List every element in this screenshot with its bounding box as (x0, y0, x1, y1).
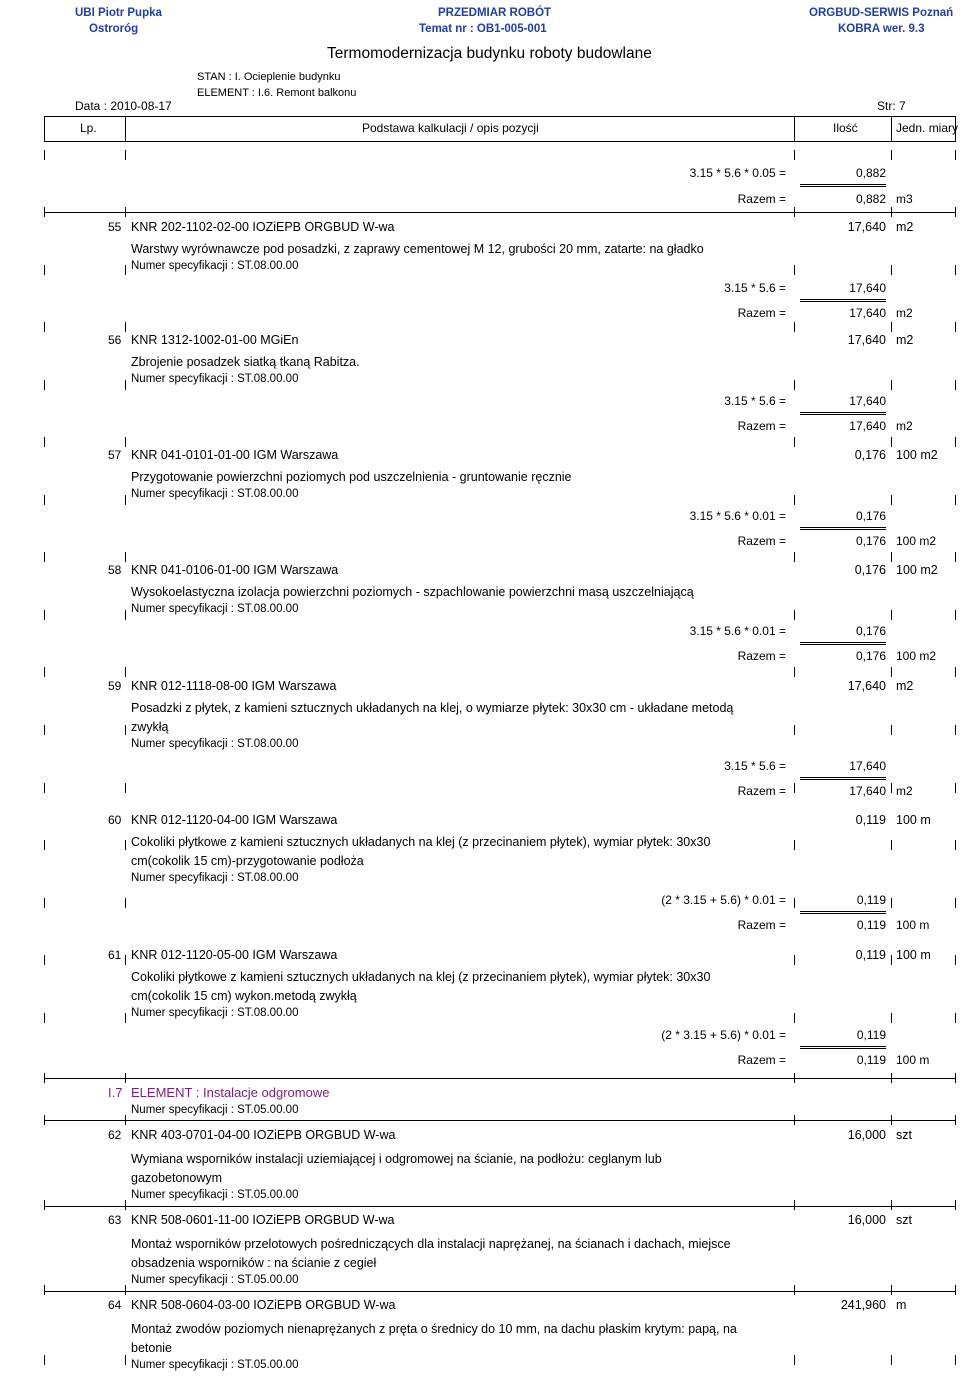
row-separator (44, 212, 956, 213)
company-name: UBI Piotr Pupka (75, 7, 162, 19)
grid-tick (44, 955, 45, 965)
position-unit: m2 (896, 220, 914, 234)
position-spec: Numer specyfikacji : ST.05.00.00 (131, 1189, 299, 1201)
position-lp: 55 (108, 220, 122, 234)
position-razem-label: Razem = (737, 918, 786, 932)
position-formula-value: 0,119 (856, 1028, 886, 1042)
doc-type: PRZEDMIAR ROBÓT (438, 7, 552, 19)
grid-tick (891, 322, 892, 332)
grid-tick (794, 150, 795, 160)
position-formula-value: 17,640 (849, 394, 886, 408)
grid-tick (125, 380, 126, 390)
grid-tick (794, 495, 795, 505)
position-formula: 3.15 * 5.6 = (724, 394, 786, 408)
position-spec: Numer specyfikacji : ST.05.00.00 (131, 1359, 299, 1371)
grid-tick (44, 667, 45, 677)
position-formula: 3.15 * 5.6 = (724, 759, 786, 773)
position-unit: szt (896, 1213, 912, 1227)
grid-tick (125, 667, 126, 677)
position-desc: Przygotowanie powierzchni poziomych pod uszczelnienia - gruntowanie ręcznie (131, 470, 572, 484)
position-formula: 3.15 * 5.6 * 0.01 = (689, 509, 786, 523)
col-border (44, 116, 45, 142)
grid-tick (891, 783, 892, 793)
position-razem-value: 17,640 (849, 419, 886, 433)
position-code: KNR 508-0601-11-00 IOZiEPB ORGBUD W-wa (131, 1213, 395, 1227)
grid-tick (125, 437, 126, 447)
grid-tick (44, 1013, 45, 1023)
position-formula: 3.15 * 5.6 * 0.01 = (689, 624, 786, 638)
grid-tick (794, 1285, 795, 1295)
grid-tick (955, 725, 956, 735)
grid-tick (955, 610, 956, 620)
formula-rule (800, 777, 886, 780)
grid-tick (891, 265, 892, 275)
grid-tick (125, 322, 126, 332)
formula-rule (800, 527, 886, 530)
position-spec: Numer specyfikacji : ST.08.00.00 (131, 738, 299, 750)
position-code: KNR 041-0106-01-00 IGM Warszawa (131, 563, 339, 577)
position-desc: Zbrojenie posadzek siatką tkaną Rabitza. (131, 355, 360, 369)
position-unit: 100 m2 (896, 448, 938, 462)
position-spec: Numer specyfikacji : ST.08.00.00 (131, 872, 299, 884)
carry-razem-unit: m3 (896, 192, 913, 206)
position-code: KNR 012-1118-08-00 IGM Warszawa (131, 679, 337, 693)
grid-tick (891, 898, 892, 908)
formula-rule (800, 1046, 886, 1049)
grid-tick (794, 1355, 795, 1365)
col-jm: Jedn. miary (896, 121, 959, 135)
position-qty: 16,000 (847, 1128, 886, 1142)
formula-rule (800, 911, 886, 914)
position-razem-label: Razem = (737, 306, 786, 320)
position-qty: 0,176 (854, 563, 886, 577)
grid-tick (794, 840, 795, 850)
grid-tick (125, 1073, 126, 1083)
carry-formula: 3.15 * 5.6 * 0.05 = (689, 166, 786, 180)
grid-tick (125, 610, 126, 620)
grid-tick (125, 955, 126, 965)
position-desc: gazobetonowym (131, 1171, 223, 1185)
position-razem-value: 0,119 (856, 918, 886, 932)
grid-tick (955, 955, 956, 965)
grid-tick (125, 552, 126, 562)
position-unit: szt (896, 1128, 912, 1142)
position-lp: 57 (108, 448, 122, 462)
position-spec: Numer specyfikacji : ST.08.00.00 (131, 603, 299, 615)
doc-topic: Temat nr : OB1-005-001 (419, 23, 547, 35)
position-desc: Montaż zwodów poziomych nienaprężanych z pręta o średnicy do 10 mm, na dachu płaskim krytym: papą, na (131, 1322, 737, 1336)
grid-tick (955, 667, 956, 677)
grid-tick (125, 1285, 126, 1295)
grid-tick (44, 322, 45, 332)
grid-tick (44, 898, 45, 908)
position-code: KNR 012-1120-05-00 IGM Warszawa (131, 948, 338, 962)
position-razem-value: 17,640 (849, 784, 886, 798)
position-desc: Cokoliki płytkowe z kamieni sztucznych układanych na klej (z przecinaniem płytek), wymiar płytek: 30x30 (131, 970, 711, 984)
position-formula-value: 0,176 (855, 509, 886, 523)
position-desc: Warstwy wyrównawcze pod posadzki, z zaprawy cementowej M 12, grubości 20 mm, zatarte: na gładko (131, 242, 704, 256)
grid-tick (955, 1200, 956, 1210)
grid-tick (44, 840, 45, 850)
position-code: KNR 012-1120-04-00 IGM Warszawa (131, 813, 338, 827)
position-formula: (2 * 3.15 + 5.6) * 0.01 = (661, 1028, 786, 1042)
element-label: ELEMENT : I.6. Remont balkonu (197, 87, 357, 99)
position-razem-label: Razem = (737, 784, 786, 798)
row-separator (44, 1206, 956, 1207)
grid-tick (955, 1115, 956, 1125)
position-desc: Wysokoelastyczna izolacja powierzchni poziomych - szpachlowanie powierzchni masą uszczelniającą (131, 585, 694, 599)
col-border (125, 116, 126, 142)
grid-tick (125, 495, 126, 505)
row-separator (44, 1291, 956, 1292)
position-desc: Posadzki z płytek, z kamieni sztucznych układanych na klej, o wymiarze płytek: 30x30 cm - układane metodą (131, 701, 734, 715)
position-formula-value: 17,640 (849, 281, 886, 295)
grid-tick (125, 783, 126, 793)
position-razem-unit: m2 (896, 419, 913, 433)
position-razem-unit: 100 m2 (896, 534, 937, 548)
row-separator (44, 1078, 956, 1079)
position-unit: 100 m (896, 948, 931, 962)
grid-tick (955, 437, 956, 447)
position-qty: 17,640 (847, 679, 886, 693)
col-lp: Lp. (80, 121, 97, 135)
position-lp: 62 (108, 1128, 122, 1142)
grid-tick (955, 898, 956, 908)
date-label: Data : 2010-08-17 (75, 99, 172, 113)
grid-tick (794, 380, 795, 390)
grid-tick (794, 552, 795, 562)
position-lp: 58 (108, 563, 122, 577)
software-version: KOBRA wer. 9.3 (838, 23, 925, 35)
grid-tick (955, 207, 956, 217)
grid-tick (44, 1073, 45, 1083)
position-desc: cm(cokolik 15 cm)-przygotowanie podłoża (131, 854, 364, 868)
grid-tick (44, 1115, 45, 1125)
grid-tick (794, 783, 795, 793)
grid-tick (955, 1285, 956, 1295)
grid-tick (794, 667, 795, 677)
grid-tick (794, 725, 795, 735)
position-qty: 16,000 (847, 1213, 886, 1227)
grid-tick (44, 1355, 45, 1365)
position-code: KNR 508-0604-03-00 IOZiEPB ORGBUD W-wa (131, 1298, 396, 1312)
grid-tick (891, 1013, 892, 1023)
position-formula: (2 * 3.15 + 5.6) * 0.01 = (661, 893, 786, 907)
position-desc: Cokoliki płytkowe z kamieni sztucznych układanych na klej (z przecinaniem płytek), wymiar płytek: 30x30 (131, 835, 711, 849)
position-unit: m2 (896, 679, 914, 693)
grid-tick (891, 610, 892, 620)
col-border (794, 116, 795, 142)
position-lp: 64 (108, 1298, 122, 1312)
row-separator (44, 1120, 956, 1121)
position-formula-value: 0,176 (855, 624, 886, 638)
grid-tick (955, 265, 956, 275)
col-border (891, 116, 892, 142)
grid-tick (794, 1073, 795, 1083)
grid-tick (794, 322, 795, 332)
position-desc: Montaż wsporników przelotowych pośredniczących dla instalacji naprężanej, na ścianach i dachach, miejsce (131, 1237, 731, 1251)
position-razem-unit: m2 (896, 784, 913, 798)
grid-tick (891, 437, 892, 447)
col-ilosc: Ilość (833, 121, 858, 135)
position-lp: 61 (108, 948, 122, 962)
carry-value: 0,882 (855, 166, 886, 180)
grid-tick (891, 667, 892, 677)
position-formula-value: 0,119 (856, 893, 886, 907)
position-razem-value: 0,119 (856, 1053, 886, 1067)
carry-razem-label: Razem = (737, 192, 786, 206)
grid-tick (44, 495, 45, 505)
position-code: KNR 403-0701-04-00 IOZiEPB ORGBUD W-wa (131, 1128, 396, 1142)
position-razem-label: Razem = (737, 1053, 786, 1067)
position-razem-label: Razem = (737, 649, 786, 663)
position-desc: cm(cokolik 15 cm) wykon.metodą zwykłą (131, 989, 357, 1003)
grid-tick (794, 955, 795, 965)
grid-tick (125, 1115, 126, 1125)
element-title: ELEMENT : Instalacje odgromowe (131, 1085, 330, 1100)
grid-tick (955, 552, 956, 562)
position-razem-unit: 100 m2 (896, 649, 937, 663)
grid-tick (44, 150, 45, 160)
position-code: KNR 202-1102-02-00 IOZiEPB ORGBUD W-wa (131, 220, 395, 234)
formula-rule (800, 642, 886, 645)
company-city: Ostroróg (89, 23, 139, 35)
carry-razem-value: 0,882 (855, 192, 886, 206)
position-qty: 241,960 (840, 1298, 886, 1312)
grid-tick (125, 1013, 126, 1023)
grid-tick (955, 380, 956, 390)
position-code: KNR 041-0101-01-00 IGM Warszawa (131, 448, 339, 462)
position-spec: Numer specyfikacji : ST.08.00.00 (131, 1007, 299, 1019)
stan-label: STAN : I. Ocieplenie budynku (197, 71, 341, 83)
grid-tick (794, 1200, 795, 1210)
header-bottom-rule (44, 141, 956, 142)
grid-tick (891, 955, 892, 965)
grid-tick (955, 840, 956, 850)
position-razem-value: 17,640 (849, 306, 886, 320)
position-qty: 0,119 (855, 813, 886, 827)
grid-tick (794, 610, 795, 620)
grid-tick (955, 495, 956, 505)
position-qty: 17,640 (847, 333, 886, 347)
grid-tick (44, 380, 45, 390)
position-desc: obsadzenia wsporników : na ścianie z cegieł (131, 1256, 377, 1270)
page-number: Str: 7 (877, 99, 906, 113)
grid-tick (955, 1013, 956, 1023)
grid-tick (891, 207, 892, 217)
grid-tick (955, 1355, 956, 1365)
grid-tick (44, 265, 45, 275)
grid-tick (794, 265, 795, 275)
grid-tick (891, 1200, 892, 1210)
position-razem-value: 0,176 (855, 534, 886, 548)
grid-tick (891, 1285, 892, 1295)
position-lp: 56 (108, 333, 122, 347)
grid-tick (44, 207, 45, 217)
position-unit: 100 m (896, 813, 931, 827)
position-lp: 60 (108, 813, 122, 827)
position-lp: 63 (108, 1213, 122, 1227)
position-formula: 3.15 * 5.6 = (724, 281, 786, 295)
position-razem-value: 0,176 (855, 649, 886, 663)
grid-tick (125, 150, 126, 160)
col-podstawa: Podstawa kalkulacji / opis pozycji (362, 121, 539, 135)
position-qty: 0,119 (855, 948, 886, 962)
grid-tick (891, 495, 892, 505)
grid-tick (891, 725, 892, 735)
position-desc: zwykłą (131, 720, 169, 734)
position-desc: betonie (131, 1341, 173, 1355)
grid-tick (794, 1115, 795, 1125)
grid-tick (794, 437, 795, 447)
page-title: Termomodernizacja budynku roboty budowlane (327, 45, 652, 62)
position-spec: Numer specyfikacji : ST.08.00.00 (131, 373, 299, 385)
grid-tick (891, 840, 892, 850)
position-razem-label: Razem = (737, 534, 786, 548)
grid-tick (891, 1115, 892, 1125)
position-spec: Numer specyfikacji : ST.08.00.00 (131, 488, 299, 500)
grid-tick (44, 1200, 45, 1210)
position-razem-unit: m2 (896, 306, 913, 320)
element-spec: Numer specyfikacji : ST.05.00.00 (131, 1104, 299, 1116)
position-razem-unit: 100 m (896, 918, 930, 932)
header-top-rule (44, 116, 956, 117)
grid-tick (125, 898, 126, 908)
grid-tick (44, 610, 45, 620)
grid-tick (794, 898, 795, 908)
software-vendor: ORGBUD-SERWIS Poznań (809, 7, 954, 19)
formula-rule (800, 412, 886, 415)
grid-tick (44, 437, 45, 447)
grid-tick (891, 1073, 892, 1083)
position-unit: m2 (896, 333, 914, 347)
position-unit: m (896, 1298, 907, 1312)
grid-tick (44, 783, 45, 793)
grid-tick (125, 1200, 126, 1210)
position-spec: Numer specyfikacji : ST.08.00.00 (131, 260, 299, 272)
grid-tick (125, 1355, 126, 1365)
grid-tick (44, 725, 45, 735)
grid-tick (125, 840, 126, 850)
carry-rule (800, 184, 886, 187)
grid-tick (44, 552, 45, 562)
position-razem-unit: 100 m (896, 1053, 930, 1067)
grid-tick (891, 552, 892, 562)
position-formula-value: 17,640 (849, 759, 886, 773)
grid-tick (955, 322, 956, 332)
grid-tick (125, 207, 126, 217)
formula-rule (800, 299, 886, 302)
position-unit: 100 m2 (896, 563, 938, 577)
grid-tick (794, 207, 795, 217)
grid-tick (794, 1013, 795, 1023)
grid-tick (891, 1355, 892, 1365)
grid-tick (125, 725, 126, 735)
position-qty: 0,176 (854, 448, 886, 462)
grid-tick (125, 265, 126, 275)
position-qty: 17,640 (847, 220, 886, 234)
grid-tick (955, 1073, 956, 1083)
grid-tick (955, 150, 956, 160)
grid-tick (891, 150, 892, 160)
grid-tick (891, 380, 892, 390)
position-desc: Wymiana wsporników instalacji uziemiającej i odgromowej na ścianie, na podłożu: ceglanym lub (131, 1152, 662, 1166)
position-spec: Numer specyfikacji : ST.05.00.00 (131, 1274, 299, 1286)
grid-tick (44, 1285, 45, 1295)
grid-tick (955, 783, 956, 793)
position-lp: 59 (108, 679, 122, 693)
position-razem-label: Razem = (737, 419, 786, 433)
element-lp: I.7 (108, 1085, 123, 1100)
position-code: KNR 1312-1002-01-00 MGiEn (131, 333, 299, 347)
